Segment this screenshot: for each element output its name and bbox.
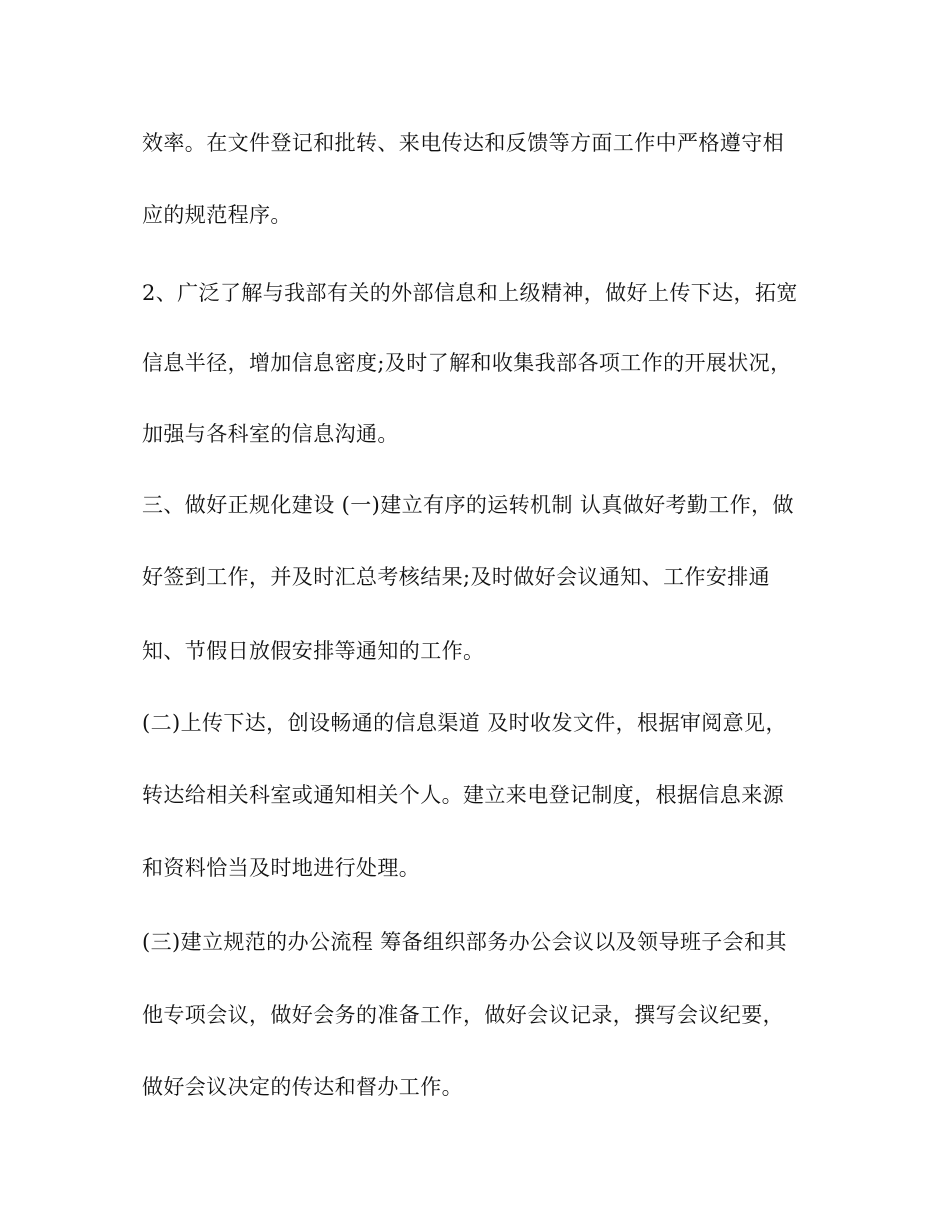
text-line-4: 信息半径，增加信息密度;及时了解和收集我部各项工作的开展状况， [142,351,792,375]
text-line-13: 他专项会议，做好会务的准备工作，做好会议记录，撰写会议纪要， [142,1003,784,1027]
text-line-1: 效率。在文件登记和批转、来电传达和反馈等方面工作中严格遵守相 [142,131,784,155]
text-line-3: 2、广泛了解与我部有关的外部信息和上级精神，做好上传下达，拓宽 [142,281,798,305]
text-line-14: 做好会议决定的传达和督办工作。 [142,1075,463,1099]
text-line-12: (三)建立规范的办公流程 筹备组织部务办公会议以及领导班子会和其 [142,930,787,954]
text-line-2: 应的规范程序。 [142,203,292,227]
text-line-7: 好签到工作，并及时汇总考核结果;及时做好会议通知、工作安排通 [142,565,771,589]
text-line-10: 转达给相关科室或通知相关个人。建立来电登记制度，根据信息来源 [142,783,784,807]
text-line-5: 加强与各科室的信息沟通。 [142,422,399,446]
text-line-9: (二)上传下达，创设畅通的信息渠道 及时收发文件，根据审阅意见， [142,711,787,735]
text-line-11: 和资料恰当及时地进行处理。 [142,856,421,880]
text-line-6: 三、做好正规化建设 (一)建立有序的运转机制 认真做好考勤工作，做 [142,493,794,517]
text-line-8: 知、节假日放假安排等通知的工作。 [142,639,485,663]
